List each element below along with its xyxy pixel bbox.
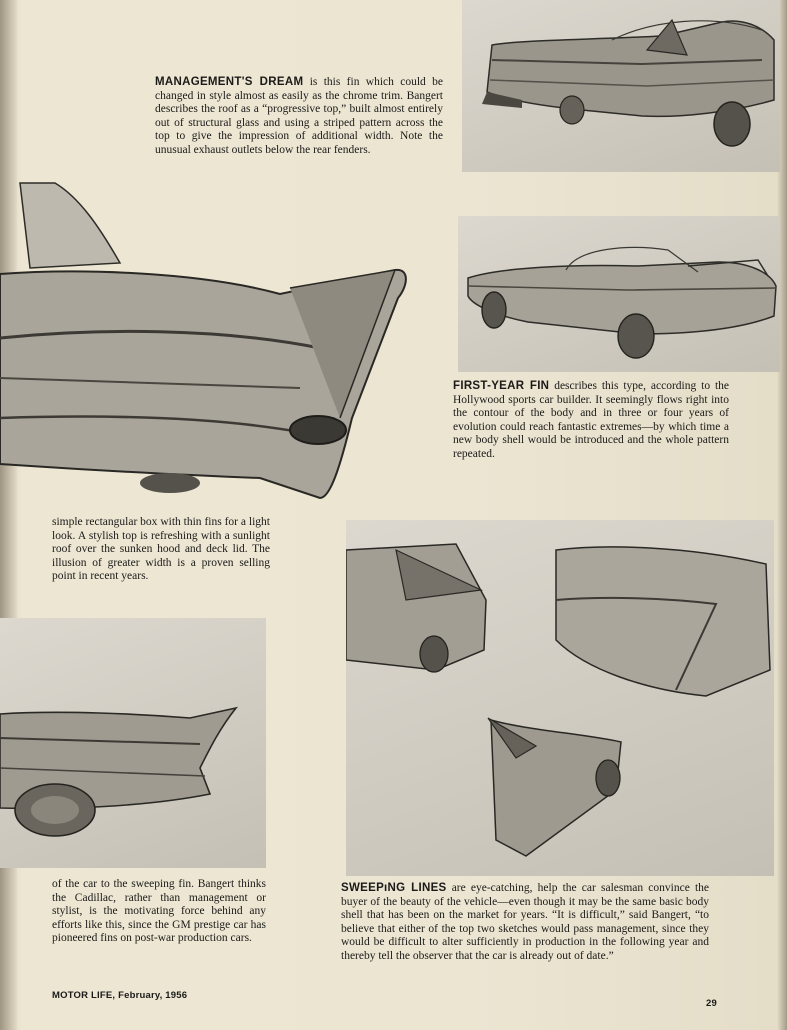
caption-sweeping-lines [341,882,709,963]
sketch-large-fin [0,178,412,500]
caption-cadillac [52,878,266,946]
caption-lead: SWEEPıNG LINES [341,882,447,894]
sketch-first-year-fin [458,216,780,372]
footer-magazine-credit: MOTOR LIFE, February, 1956 [52,990,188,1001]
caption-body: describes this type, according to the Hollywood sports car builder. It seemingly flows right into the contour of the body and in three or four years of evolution could reach fantastic extremes—by which time a new body shell would be introduced and the whole pattern repeated. [453,380,729,460]
binding-gutter [0,0,17,1030]
caption-rectangular-box [52,516,270,584]
caption-managements-dream [155,76,443,157]
caption-lead: MANAGEMENT'S DREAM [155,76,304,88]
sketch-cadillac-fin [0,618,266,868]
caption-body: simple rectangular box with thin fins for a light look. A stylish top is refreshing with a sunlight roof over the sunken hood and deck lid. The illusion of greater width is a proven selling point in recent years. [52,516,270,582]
caption-body: of the car to the sweeping fin. Bangert thinks the Cadillac, rather than management or stylist, is the motivating force behind any efforts like this, since the GM prestige car has pioneered fins on post-war production cars. [52,878,266,944]
caption-body: is this fin which could be changed in style almost as easily as the chrome trim. Bangert describes the roof as a “progressive top,” built almost entirely out of structural glass and using a striped pattern across the top to give the impression of additional width. Note the unusual exhaust outlets below the rear fenders. [155,76,443,156]
footer-page-number: 29 [706,998,717,1009]
sketch-management-dream [462,0,780,172]
sketch-sweeping-lines [346,520,774,876]
caption-first-year-fin [453,380,729,461]
caption-lead: FIRST-YEAR FIN [453,380,550,392]
caption-body: are eye-catching, help the car salesman convince the buyer of the beauty of the vehicle—even though it may be the same basic body shell that has been on the market for years. “It is difficult,” said Bangert, “to believe that either of the top two sketches would pass management, since they would be difficult to alter sufficiently in production in the following year and thereby tell the observer that the car is already out of date.” [341,882,709,962]
